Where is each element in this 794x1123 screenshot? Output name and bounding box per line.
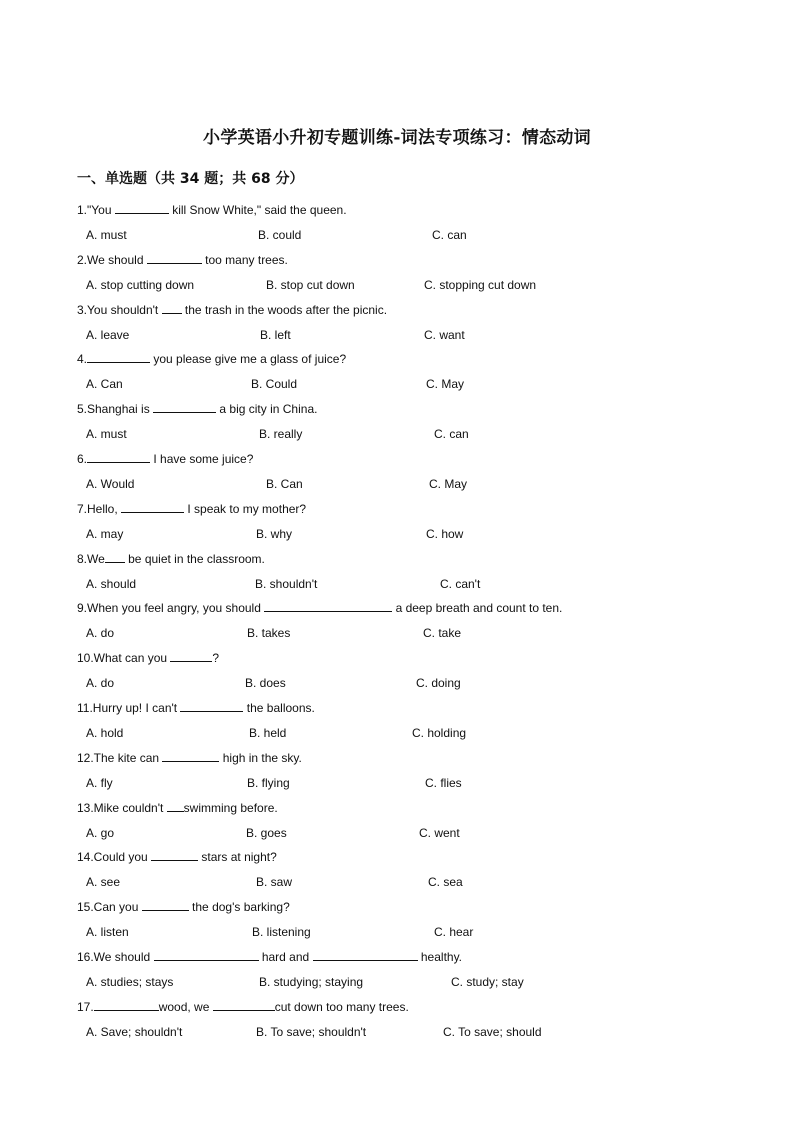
question-text-part: 6. — [77, 452, 88, 466]
question-text — [77, 600, 562, 616]
question-text-part: high in the sky. — [219, 750, 302, 765]
question-text-part: the dog's barking? — [188, 900, 290, 915]
answer-option: A. do — [86, 676, 115, 691]
answer-option: A. may — [86, 526, 124, 541]
question-text-part: a big city in China. — [216, 402, 318, 417]
answer-blank — [121, 501, 184, 513]
question-text — [77, 999, 409, 1015]
answer-option: B. flying — [247, 775, 290, 790]
question-text-part: swimming before. — [183, 800, 278, 815]
question-text — [77, 302, 387, 318]
answer-option: B. left — [260, 327, 291, 342]
question-text-part: 15.Can you — [77, 900, 142, 915]
question-text-part: the balloons. — [243, 701, 315, 715]
answer-blank — [180, 700, 243, 712]
question-text — [77, 899, 290, 915]
question-text-part: be quiet in the classroom. — [124, 551, 265, 566]
answer-option: B. Can — [266, 477, 303, 491]
question-text — [77, 700, 315, 716]
question-text — [77, 949, 462, 965]
section-heading: 一、单选题（共 34 题；共 68 分） — [77, 171, 304, 187]
question-text-part: 11.Hurry up! I can't — [77, 701, 181, 715]
answer-option: C. hear — [434, 925, 474, 940]
question-text-part: 17. — [77, 999, 94, 1014]
answer-blank — [154, 949, 259, 961]
question-text-part: 8.We — [77, 551, 105, 566]
answer-blank — [313, 949, 418, 961]
answer-blank — [87, 451, 150, 463]
question-text-part: I have some juice? — [150, 452, 254, 466]
question-text — [77, 252, 288, 268]
question-text — [77, 401, 317, 417]
answer-blank — [170, 650, 212, 662]
answer-option: A. stop cutting down — [86, 277, 195, 292]
answer-blank — [264, 600, 392, 612]
question-text — [77, 202, 347, 218]
question-text-part: 1."You — [77, 203, 115, 217]
answer-blank — [162, 750, 219, 762]
question-text — [77, 849, 277, 865]
answer-option: C. To save; should — [443, 1024, 542, 1039]
question-text-part: you please give me a glass of juice? — [150, 352, 347, 367]
answer-option: C. doing — [416, 676, 461, 691]
answer-option: C. study; stay — [451, 975, 524, 989]
answer-option: C. stopping cut down — [424, 277, 537, 292]
question-text-part: 9.When you feel angry, you should — [77, 601, 265, 616]
answer-option: B. stop cut down — [266, 277, 355, 292]
question-text-part: stars at night? — [198, 850, 277, 865]
question-text-part: 7.Hello, — [77, 501, 122, 516]
answer-option: B. why — [256, 526, 293, 541]
answer-option: C. holding — [412, 726, 467, 740]
answer-blank — [153, 401, 216, 413]
question-text — [77, 551, 265, 567]
answer-option: B. takes — [247, 626, 291, 641]
question-text-part: 12.The kite can — [77, 750, 163, 765]
answer-option: B. listening — [252, 925, 311, 940]
question-text — [77, 800, 278, 816]
answer-option: C. can — [432, 228, 467, 242]
answer-blank — [213, 999, 275, 1011]
answer-blank — [142, 899, 189, 911]
question-text-part: kill Snow White," said the queen. — [168, 203, 347, 217]
answer-blank — [105, 551, 125, 563]
question-text-part: I speak to my mother? — [184, 501, 307, 516]
answer-option: C. sea — [428, 875, 463, 890]
answer-option: B. could — [258, 228, 302, 242]
answer-option: A. Save; shouldn't — [86, 1024, 183, 1039]
answer-option: A. do — [86, 626, 115, 641]
answer-option: C. May — [429, 477, 468, 491]
answer-option: C. take — [423, 626, 462, 641]
question-text-part: 14.Could you — [77, 850, 152, 865]
page-title: 小学英语小升初专题训练-词法专项练习：情态动词 — [203, 128, 591, 148]
answer-option: A. see — [86, 875, 121, 890]
question-text-part: 3.You shouldn't — [77, 302, 162, 317]
question-text-part: 13.Mike couldn't — [77, 800, 167, 815]
answer-option: B. To save; shouldn't — [256, 1024, 367, 1039]
question-text — [77, 650, 219, 666]
answer-option: C. can't — [440, 576, 481, 591]
question-text-part: cut down too many trees. — [274, 999, 409, 1014]
question-text-part: ? — [212, 651, 220, 666]
question-text-part: hard and — [258, 950, 313, 964]
answer-option: A. studies; stays — [86, 975, 174, 989]
answer-option: C. May — [426, 377, 465, 392]
answer-blank — [94, 999, 159, 1011]
question-text-part: wood, we — [158, 999, 213, 1014]
answer-blank — [147, 252, 202, 264]
answer-option: A. fly — [86, 775, 113, 790]
question-text-part: a deep breath and count to ten. — [392, 601, 563, 616]
question-text-part: too many trees. — [201, 252, 288, 267]
answer-option: C. flies — [425, 775, 462, 790]
answer-blank — [162, 302, 182, 314]
question-text-part: the trash in the woods after the picnic. — [181, 302, 388, 317]
answer-option: C. can — [434, 427, 469, 442]
answer-blank — [167, 800, 184, 812]
question-text-part: 5.Shanghai is — [77, 402, 154, 417]
answer-option: A. Would — [86, 477, 135, 491]
answer-option: C. how — [426, 526, 464, 541]
answer-option: A. go — [86, 825, 115, 840]
answer-option: A. listen — [86, 925, 129, 940]
answer-option: C. went — [419, 825, 460, 840]
question-text-part: 16.We should — [77, 950, 154, 964]
answer-blank — [151, 849, 198, 861]
answer-blank — [87, 351, 150, 363]
answer-option: B. Could — [251, 377, 298, 392]
answer-option: A. must — [86, 228, 127, 242]
answer-option: B. studying; staying — [259, 975, 364, 989]
answer-option: B. saw — [256, 875, 293, 890]
question-text-part: 2.We should — [77, 252, 147, 267]
question-text-part: 10.What can you — [77, 651, 171, 666]
answer-option: A. should — [86, 576, 137, 591]
question-text-part: 4. — [77, 352, 88, 367]
question-text-part: healthy. — [417, 950, 463, 964]
answer-option: A. must — [86, 427, 127, 442]
answer-option: B. really — [259, 427, 303, 442]
question-text — [77, 750, 302, 766]
question-text — [77, 351, 346, 367]
question-text — [77, 501, 306, 517]
answer-option: B. shouldn't — [255, 576, 318, 591]
answer-option: B. held — [249, 726, 287, 740]
answer-option: A. Can — [86, 377, 123, 392]
answer-option: A. hold — [86, 726, 124, 740]
answer-option: A. leave — [86, 327, 130, 342]
answer-option: B. goes — [246, 825, 287, 840]
answer-blank — [115, 202, 169, 214]
question-text — [77, 451, 253, 467]
answer-option: C. want — [424, 327, 465, 342]
answer-option: B. does — [245, 676, 286, 691]
